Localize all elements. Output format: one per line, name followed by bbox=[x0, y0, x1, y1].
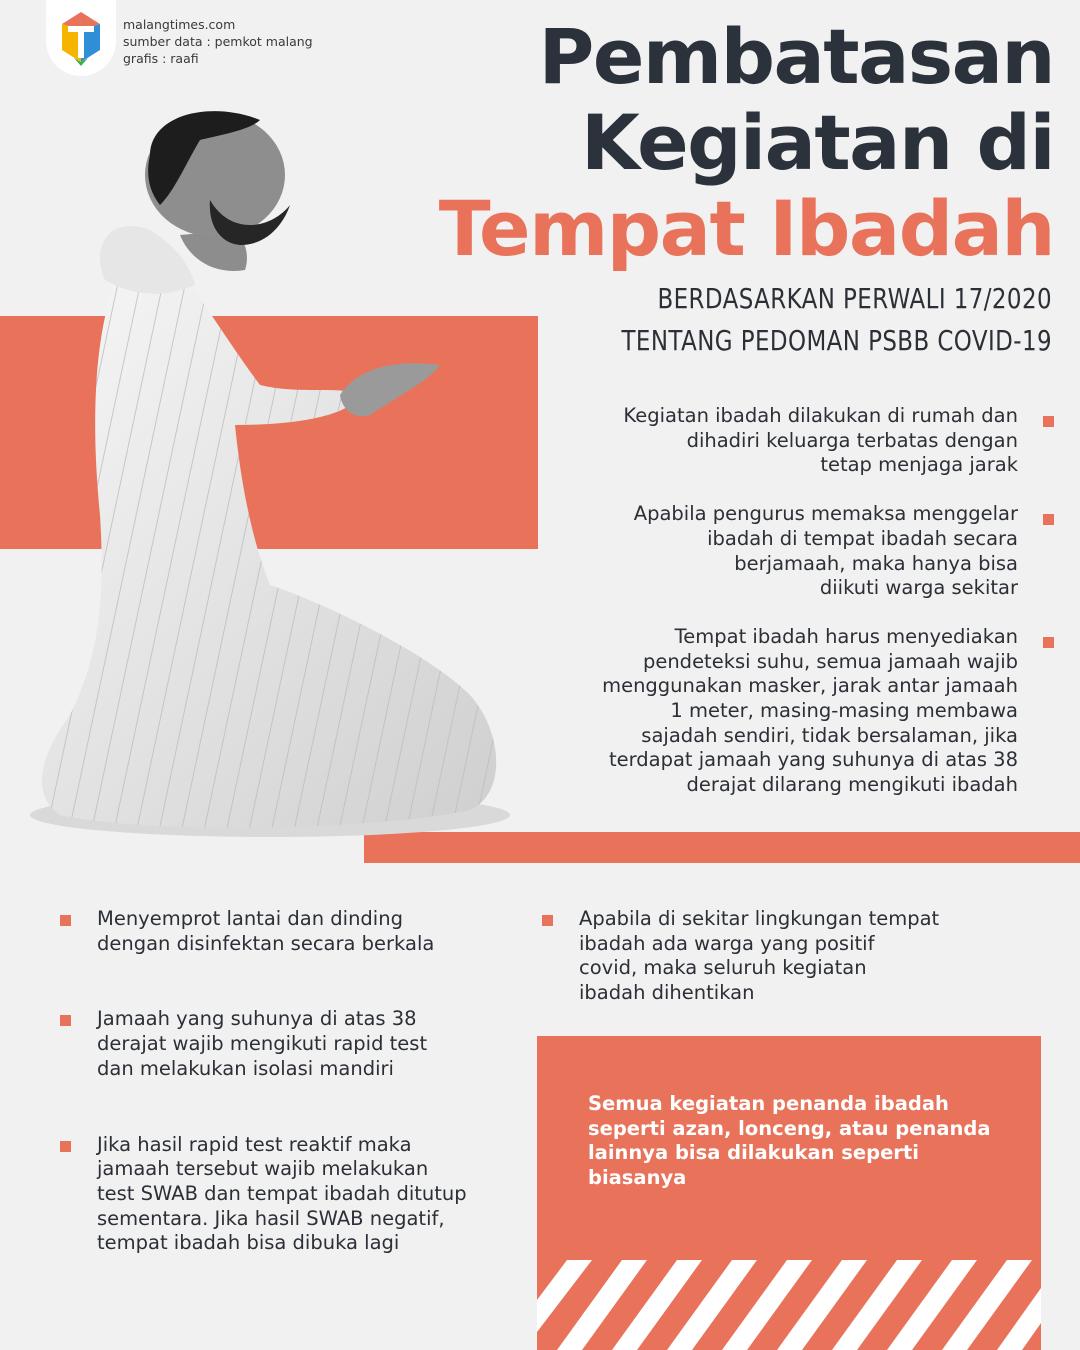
bullet-icon bbox=[542, 915, 553, 926]
list-item-line: terdapat jamaah yang suhunya di atas 38 bbox=[608, 748, 1018, 772]
list-item bbox=[542, 907, 1022, 1006]
list-item-line: derajat wajib mengikuti rapid test bbox=[97, 1032, 428, 1056]
credits bbox=[123, 16, 313, 67]
notice-line: biasanya bbox=[588, 1166, 687, 1190]
list-item-line: pendeteksi suhu, semua jamaah wajib bbox=[642, 649, 1018, 673]
bullet-icon bbox=[60, 1141, 71, 1152]
list-item-line: tetap menjaga jarak bbox=[820, 453, 1018, 477]
list-item-line: ibadah dihentikan bbox=[579, 981, 755, 1005]
list-item-line: diikuti warga sekitar bbox=[819, 576, 1018, 600]
title-line-3: Tempat Ibadah bbox=[438, 184, 1054, 273]
list-item bbox=[60, 907, 510, 956]
notice-text bbox=[588, 1092, 1008, 1191]
stripe-pattern bbox=[537, 1240, 1041, 1350]
list-item-line: Apabila pengurus memaksa menggelar bbox=[633, 502, 1018, 526]
list-item bbox=[554, 502, 1054, 601]
list-item-line: Tempat ibadah harus menyediakan bbox=[674, 624, 1018, 648]
list-item-line: Apabila di sekitar lingkungan tempat bbox=[579, 907, 940, 930]
title-line-1: Pembatasan bbox=[538, 12, 1054, 101]
bullet-icon bbox=[60, 1015, 71, 1026]
list-item-line: sajadah sendiri, tidak bersalaman, jika bbox=[641, 723, 1018, 747]
credit-site: malangtimes.com bbox=[123, 17, 236, 32]
notice-line: seperti azan, lonceng, atau penanda bbox=[588, 1116, 991, 1140]
list-item-line: dengan disinfektan secara berkala bbox=[97, 931, 435, 955]
list-item-line: Menyemprot lantai dan dinding bbox=[97, 907, 403, 930]
list-item-line: berjamaah, maka hanya bisa bbox=[734, 551, 1018, 575]
subtitle-line-2: TENTANG PEDOMAN PSBB COVID-19 bbox=[621, 324, 1052, 357]
logo-icon bbox=[54, 10, 108, 66]
subtitle bbox=[622, 278, 1052, 362]
list-item-line: test SWAB dan tempat ibadah ditutup bbox=[97, 1181, 467, 1205]
list-item-line: ibadah di tempat ibadah secara bbox=[707, 526, 1018, 550]
praying-man-photo bbox=[0, 95, 540, 855]
notice-line: lainnya bisa dilakukan seperti bbox=[588, 1141, 919, 1165]
subtitle-line-1: BERDASARKAN PERWALI 17/2020 bbox=[657, 282, 1052, 315]
list-item-line: dihadiri keluarga terbatas dengan bbox=[686, 428, 1018, 452]
logo bbox=[46, 0, 116, 76]
credit-graphic: grafis : raafi bbox=[123, 51, 199, 66]
list-item-line: Jamaah yang suhunya di atas 38 bbox=[97, 1007, 417, 1031]
list-item bbox=[60, 1133, 510, 1257]
list-item-line: 1 meter, masing-masing membawa bbox=[670, 699, 1018, 723]
list-item-line: dan melakukan isolasi mandiri bbox=[97, 1056, 394, 1080]
left-list bbox=[60, 907, 510, 1256]
list-item bbox=[554, 404, 1054, 478]
list-item-line: tempat ibadah bisa dibuka lagi bbox=[97, 1231, 400, 1255]
credit-source: sumber data : pemkot malang bbox=[123, 34, 313, 49]
list-item-line: menggunakan masker, jarak antar jamaah bbox=[602, 674, 1018, 698]
right-list bbox=[554, 404, 1054, 798]
mid-list bbox=[542, 907, 1022, 1006]
list-item-line: derajat dilarang mengikuti ibadah bbox=[686, 773, 1018, 797]
list-item-line: sementara. Jika hasil SWAB negatif, bbox=[97, 1206, 445, 1230]
list-item-line: Jika hasil rapid test reaktif maka bbox=[97, 1132, 412, 1156]
list-item-line: covid, maka seluruh kegiatan bbox=[579, 956, 867, 980]
bullet-icon bbox=[1043, 416, 1054, 427]
bullet-icon bbox=[60, 915, 71, 926]
bullet-icon bbox=[1043, 637, 1054, 648]
list-item-line: jamaah tersebut wajib melakukan bbox=[97, 1157, 429, 1181]
notice-box bbox=[537, 1036, 1041, 1350]
bullet-icon bbox=[1043, 514, 1054, 525]
title-line-2: Kegiatan di bbox=[581, 98, 1054, 187]
list-item-line: ibadah ada warga yang positif bbox=[579, 931, 875, 955]
notice-line: Semua kegiatan penanda ibadah bbox=[588, 1092, 949, 1115]
list-item-line: Kegiatan ibadah dilakukan di rumah dan bbox=[623, 404, 1018, 427]
list-item bbox=[554, 625, 1054, 798]
list-item bbox=[60, 1007, 510, 1081]
